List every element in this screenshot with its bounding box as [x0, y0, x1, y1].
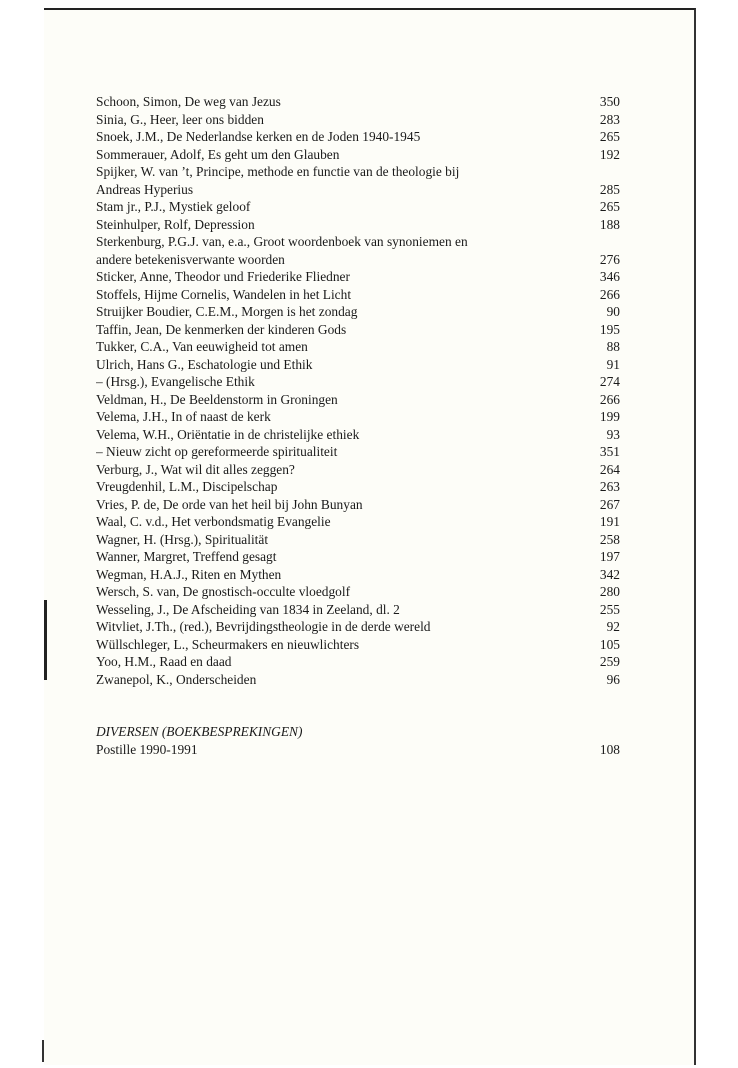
index-entry: [96, 163, 620, 181]
index-entry: [96, 216, 620, 234]
index-entry: [96, 671, 620, 689]
index-entry: [96, 531, 620, 549]
entry-page-number: 195: [599, 321, 620, 337]
index-entry: [96, 111, 620, 129]
entry-page-number: 93: [606, 426, 620, 442]
entry-title: Verburg, J., Wat wil dit alles zeggen?: [96, 461, 295, 477]
index-entry: [96, 128, 620, 146]
entry-title: Wegman, H.A.J., Riten en Mythen: [96, 566, 282, 582]
entry-page-number: 108: [599, 741, 620, 757]
entry-title: Waal, C. v.d., Het verbondsmatig Evangelie: [96, 514, 331, 529]
entry-title: Steinhulper, Rolf, Depression: [96, 216, 255, 232]
entry-title: Zwanepol, K., Onderscheiden: [96, 671, 257, 687]
entry-page-number: 266: [599, 286, 620, 302]
index-entry: [96, 636, 620, 654]
entry-page-number: 266: [599, 391, 620, 407]
entry-title: Andreas Hyperius: [96, 181, 194, 197]
entry-page-number: 264: [599, 461, 620, 477]
index-entry: [96, 408, 620, 426]
entry-page-number: 265: [599, 129, 620, 144]
entry-title: Wanner, Margret, Treffend gesagt: [96, 549, 277, 564]
entry-title: Struijker Boudier, C.E.M., Morgen is het zondag: [96, 304, 358, 319]
entry-page-number: 197: [599, 549, 620, 564]
entry-page-number: 258: [599, 531, 620, 547]
section-list: [96, 741, 620, 759]
index-entry: [96, 146, 620, 164]
entry-title: Schoon, Simon, De weg van Jezus: [96, 94, 281, 109]
entry-title: Postille 1990-1991: [96, 741, 198, 757]
entry-title: Witvliet, J.Th., (red.), Bevrijdingstheologie in de derde wereld: [96, 619, 431, 634]
index-entry: [96, 198, 620, 216]
entry-page-number: 88: [606, 339, 620, 354]
entry-page-number: 265: [599, 199, 620, 214]
diversen-section: [96, 723, 620, 758]
entry-title: Velema, J.H., In of naast de kerk: [96, 409, 271, 424]
index-entry: [96, 513, 620, 531]
index-entry: [96, 268, 620, 286]
entry-page-number: 92: [606, 619, 620, 634]
entry-title: – (Hrsg.), Evangelische Ethik: [96, 374, 255, 389]
entry-title: Ulrich, Hans G., Eschatologie und Ethik: [96, 356, 313, 372]
entry-page-number: 90: [606, 304, 620, 319]
entry-title: Spijker, W. van ’t, Principe, methode en functie van de theologie bij: [96, 164, 460, 179]
entry-title: Wüllschleger, L., Scheurmakers en nieuwlichters: [96, 636, 360, 652]
index-entry: [96, 461, 620, 479]
entry-page-number: 259: [599, 654, 620, 669]
entry-page-number: 255: [599, 601, 620, 617]
index-entry: [96, 583, 620, 601]
entry-title: Velema, W.H., Oriëntatie in de christelijke ethiek: [96, 426, 360, 442]
index-list: [96, 93, 620, 688]
index-entry: [96, 391, 620, 409]
entry-page-number: 91: [606, 356, 620, 372]
index-entry: [96, 93, 620, 111]
entry-page-number: 105: [599, 636, 620, 652]
index-entry: [96, 181, 620, 199]
entry-title: andere betekenisverwante woorden: [96, 251, 285, 267]
entry-title: Sommerauer, Adolf, Es geht um den Glauben: [96, 146, 340, 162]
section-heading: DIVERSEN (BOEKBESPREKINGEN): [96, 724, 303, 739]
entry-title: Stoffels, Hijme Cornelis, Wandelen in het Licht: [96, 286, 352, 302]
index-entry: [96, 251, 620, 269]
page-edge-shadow: [44, 600, 47, 680]
entry-title: Stam jr., P.J., Mystiek geloof: [96, 199, 251, 214]
entry-page-number: 276: [599, 251, 620, 267]
entry-page-number: 280: [599, 584, 620, 599]
index-entry: [96, 496, 620, 514]
entry-page-number: 285: [599, 181, 620, 197]
index-entry: [96, 443, 620, 461]
entry-title: Veldman, H., De Beeldenstorm in Groningen: [96, 391, 338, 407]
page-edge-shadow-bottom: [42, 1040, 44, 1062]
entry-title: Tukker, C.A., Van eeuwigheid tot amen: [96, 339, 308, 354]
entry-page-number: 283: [599, 111, 620, 127]
entry-page-number: 346: [599, 269, 620, 284]
index-entry: [96, 601, 620, 619]
entry-page-number: 96: [606, 671, 620, 687]
entry-title: Snoek, J.M., De Nederlandse kerken en de Joden 1940-1945: [96, 129, 421, 144]
index-entry: [96, 321, 620, 339]
entry-page-number: 263: [599, 479, 620, 494]
entry-title: Wagner, H. (Hrsg.), Spiritualität: [96, 531, 269, 547]
index-entry: [96, 233, 620, 251]
index-entry: [96, 286, 620, 304]
index-entry: [96, 653, 620, 671]
index-entry: [96, 566, 620, 584]
index-entry: [96, 741, 620, 759]
index-entry: [96, 426, 620, 444]
index-entry: [96, 478, 620, 496]
entry-title: Sinia, G., Heer, leer ons bidden: [96, 111, 264, 127]
entry-page-number: 188: [599, 216, 620, 232]
entry-title: Sticker, Anne, Theodor und Friederike Fliedner: [96, 269, 350, 284]
entry-title: Wersch, S. van, De gnostisch-occulte vloedgolf: [96, 584, 351, 599]
entry-page-number: 342: [599, 566, 620, 582]
entry-page-number: 192: [599, 146, 620, 162]
entry-title: Vreugdenhil, L.M., Discipelschap: [96, 479, 278, 494]
entry-page-number: 267: [599, 496, 620, 512]
index-entry: [96, 303, 620, 321]
entry-title: Wesseling, J., De Afscheiding van 1834 in Zeeland, dl. 2: [96, 601, 400, 617]
index-entry: [96, 618, 620, 636]
entry-title: – Nieuw zicht op gereformeerde spiritualiteit: [96, 444, 338, 459]
entry-page-number: 191: [599, 514, 620, 529]
entry-page-number: 199: [599, 409, 620, 424]
index-entry: [96, 338, 620, 356]
entry-page-number: 274: [599, 374, 620, 389]
entry-page-number: 351: [599, 444, 620, 459]
index-entry: [96, 548, 620, 566]
entry-title: Taffin, Jean, De kenmerken der kinderen Gods: [96, 321, 347, 337]
entry-title: Yoo, H.M., Raad en daad: [96, 654, 232, 669]
index-entry: [96, 373, 620, 391]
index-entry: [96, 356, 620, 374]
entry-title: Vries, P. de, De orde van het heil bij John Bunyan: [96, 496, 363, 512]
entry-title: Sterkenburg, P.G.J. van, e.a., Groot woordenboek van synoniemen en: [96, 234, 468, 249]
entry-page-number: 350: [599, 94, 620, 109]
